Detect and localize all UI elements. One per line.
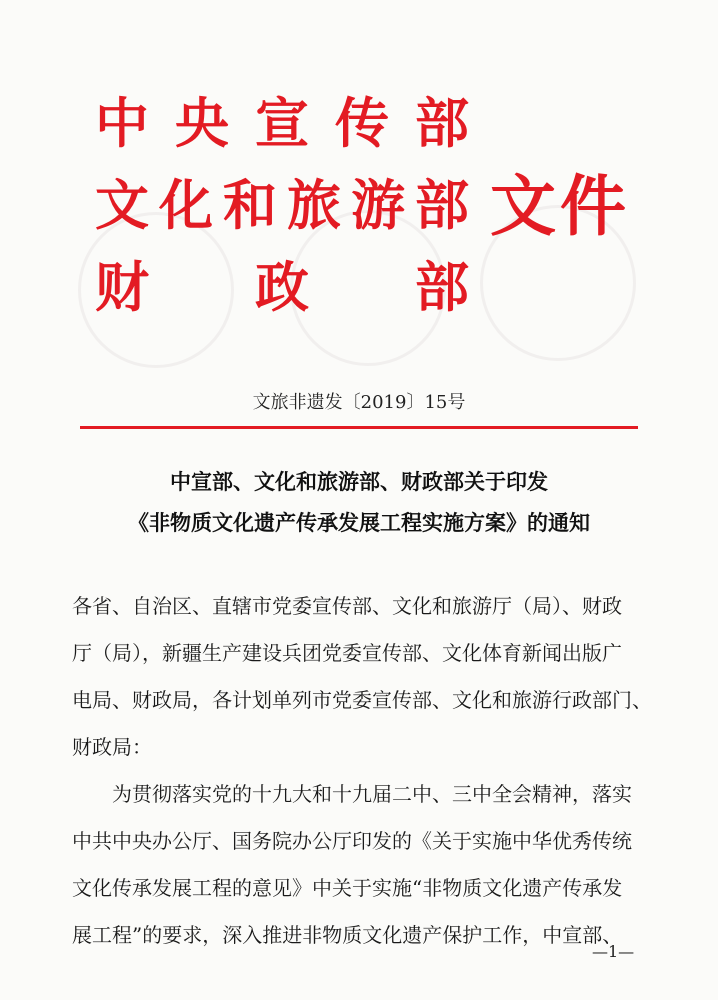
recipients-line: 厅（局），新疆生产建设兵团党委宣传部、文化体育新闻出版广 bbox=[72, 641, 622, 665]
body-line: 中共中央办公厅、国务院办公厅印发的《关于实施中华优秀传统 bbox=[72, 829, 632, 853]
masthead-char: 和 bbox=[223, 173, 277, 237]
masthead-char: 政 bbox=[255, 255, 309, 319]
document-title-line-1: 中宣部、文化和旅游部、财政部关于印发 bbox=[170, 469, 548, 494]
recipients-line: 各省、自治区、直辖市党委宣传部、文化和旅游厅（局）、财政 bbox=[72, 594, 622, 618]
masthead-char: 中 bbox=[95, 91, 149, 155]
document-title-line-2: 《非物质文化遗产传承发展工程实施方案》的通知 bbox=[128, 510, 590, 535]
masthead-char: 部 bbox=[415, 255, 469, 319]
masthead-char: 央 bbox=[175, 91, 229, 155]
masthead-dept-culture-tourism bbox=[95, 170, 470, 240]
masthead-char: 财 bbox=[95, 255, 149, 319]
masthead-char: 部 bbox=[415, 173, 469, 237]
recipients-line: 电局、财政局，各计划单列市党委宣传部、文化和旅游行政部门、 bbox=[72, 688, 652, 712]
masthead-dept-publicity bbox=[95, 88, 470, 158]
masthead-char: 宣 bbox=[255, 91, 309, 155]
recipients-line: 财政局： bbox=[72, 735, 152, 759]
masthead-char: 文 bbox=[95, 173, 149, 237]
masthead-document-type: 文件 bbox=[490, 167, 630, 245]
masthead-char: 化 bbox=[159, 173, 213, 237]
document-number: 文旅非遗发〔2019〕15号 bbox=[252, 392, 466, 413]
masthead-char: 传 bbox=[335, 91, 389, 155]
body-line: 文化传承发展工程的意见》中关于实施“非物质文化遗产传承发 bbox=[72, 876, 623, 900]
masthead-char: 旅 bbox=[287, 173, 341, 237]
body-line: 为贯彻落实党的十九大和十九届二中、三中全会精神，落实 bbox=[112, 782, 632, 806]
body-line: 展工程”的要求，深入推进非物质文化遗产保护工作，中宣部、 bbox=[72, 923, 623, 947]
masthead-char: 游 bbox=[351, 173, 405, 237]
masthead-dept-finance bbox=[95, 252, 470, 322]
masthead-char: 部 bbox=[415, 91, 469, 155]
red-divider bbox=[80, 426, 638, 429]
red-masthead bbox=[95, 88, 655, 328]
page-number: —1— bbox=[592, 942, 635, 961]
